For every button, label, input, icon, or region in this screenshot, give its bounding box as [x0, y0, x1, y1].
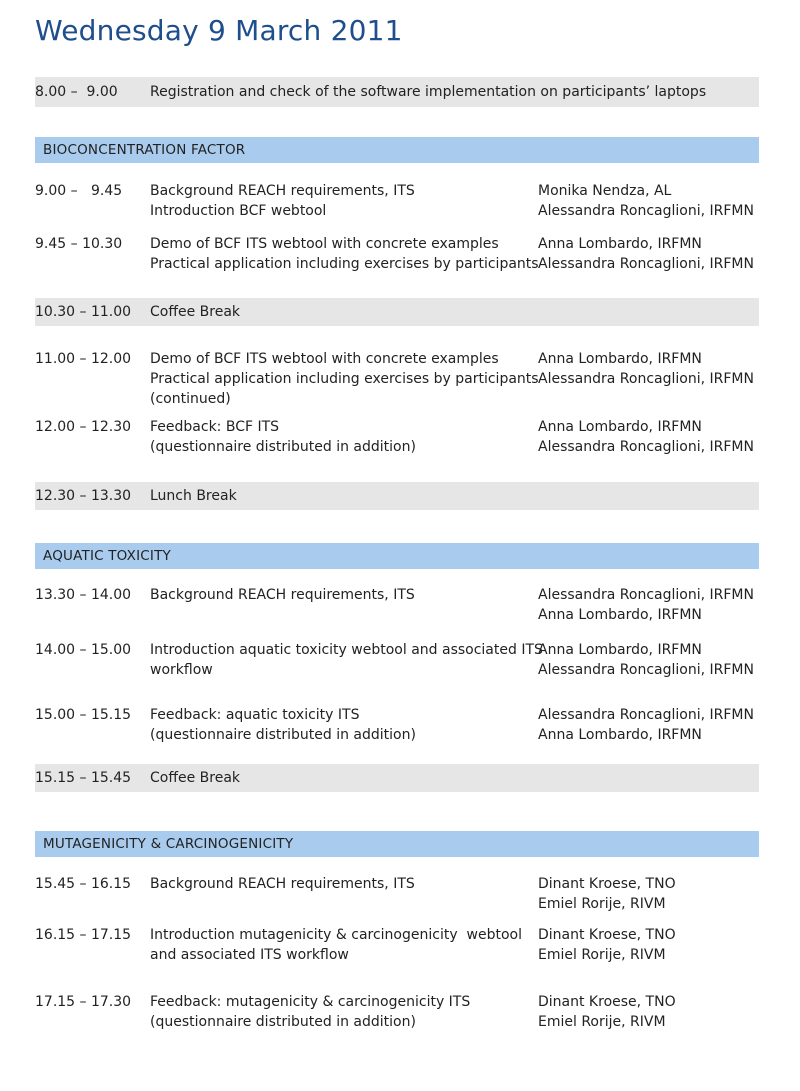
speaker: Dinant Kroese, TNO: [538, 927, 676, 943]
session-description: [150, 181, 530, 221]
session-speakers: [538, 181, 759, 221]
speaker: Dinant Kroese, TNO: [538, 876, 676, 892]
speaker: Emiel Rorije, RIVM: [538, 947, 666, 963]
session-speakers: [538, 234, 759, 274]
speaker: Dinant Kroese, TNO: [538, 994, 676, 1010]
break-row: [35, 482, 759, 510]
session-description: [150, 234, 539, 274]
desc-line: Feedback: aquatic toxicity ITS: [150, 707, 360, 723]
desc-line: Feedback: mutagenicity & carcinogenicity ITS: [150, 994, 471, 1010]
session-time: 8.00 – 9.00: [35, 84, 118, 100]
session-description: [150, 640, 543, 680]
desc-line: (questionnaire distributed in addition): [150, 439, 416, 455]
session-time: 14.00 – 15.00: [35, 642, 132, 658]
desc-line: (questionnaire distributed in addition): [150, 1014, 416, 1030]
desc-line: Introduction mutagenicity & carcinogenicity webtool: [150, 927, 522, 943]
desc-line: Background REACH requirements, ITS: [150, 183, 415, 199]
session-title: Coffee Break: [150, 770, 241, 786]
section-header-aquatic: [35, 543, 759, 569]
session-time: 11.00 – 12.00: [35, 351, 132, 367]
session-time: 16.15 – 17.15: [35, 927, 132, 943]
break-row: [35, 298, 759, 326]
session-speakers: [538, 585, 759, 625]
desc-line: workflow: [150, 662, 213, 678]
session-description: [150, 705, 530, 745]
session-title: Coffee Break: [150, 304, 241, 320]
session-time: 9.45 – 10.30: [35, 236, 123, 252]
speaker: Emiel Rorije, RIVM: [538, 1014, 666, 1030]
session-speakers: [538, 925, 759, 965]
session-speakers: [538, 874, 759, 914]
session-title: Lunch Break: [150, 488, 237, 504]
desc-line: Background REACH requirements, ITS: [150, 876, 415, 892]
session-time: 15.00 – 15.15: [35, 707, 132, 723]
speaker: Alessandra Roncaglioni, IRFMN: [538, 371, 754, 387]
session-time: 15.45 – 16.15: [35, 876, 132, 892]
speaker: Emiel Rorije, RIVM: [538, 896, 666, 912]
desc-line: Feedback: BCF ITS: [150, 419, 280, 435]
session-time: 13.30 – 14.00: [35, 587, 132, 603]
break-row: [35, 764, 759, 792]
desc-line: Background REACH requirements, ITS: [150, 587, 415, 603]
session-description: [150, 417, 530, 457]
speaker: Anna Lombardo, IRFMN: [538, 642, 702, 658]
session-description: [150, 585, 530, 605]
registration-row: [35, 77, 759, 107]
speaker: Alessandra Roncaglioni, IRFMN: [538, 439, 754, 455]
speaker: Anna Lombardo, IRFMN: [538, 607, 702, 623]
session-time: 12.30 – 13.30: [35, 488, 132, 504]
session-time: 15.15 – 15.45: [35, 770, 132, 786]
speaker: Anna Lombardo, IRFMN: [538, 727, 702, 743]
session-time: 9.00 – 9.45: [35, 183, 123, 199]
section-title: AQUATIC TOXICITY: [43, 548, 171, 564]
section-header-mutagenicity: [35, 831, 759, 857]
session-description: [150, 349, 539, 409]
session-description: [150, 992, 530, 1032]
desc-line: Demo of BCF ITS webtool with concrete examples: [150, 236, 499, 252]
speaker: Alessandra Roncaglioni, IRFMN: [538, 707, 754, 723]
session-time: 12.00 – 12.30: [35, 419, 132, 435]
page-title: Wednesday 9 March 2011: [35, 14, 403, 47]
desc-line: Practical application including exercises by participants: [150, 371, 539, 387]
desc-line: (continued): [150, 391, 231, 407]
desc-line: and associated ITS workflow: [150, 947, 349, 963]
speaker: Monika Nendza, AL: [538, 183, 672, 199]
section-header-bcf: [35, 137, 759, 163]
desc-line: Practical application including exercises by participants: [150, 256, 539, 272]
section-title: BIOCONCENTRATION FACTOR: [43, 142, 246, 158]
section-title: MUTAGENICITY & CARCINOGENICITY: [43, 836, 294, 852]
session-description: [150, 874, 530, 894]
speaker: Alessandra Roncaglioni, IRFMN: [538, 587, 754, 603]
speaker: Alessandra Roncaglioni, IRFMN: [538, 203, 754, 219]
speaker: Anna Lombardo, IRFMN: [538, 351, 702, 367]
session-speakers: [538, 349, 759, 389]
desc-line: (questionnaire distributed in addition): [150, 727, 416, 743]
speaker: Anna Lombardo, IRFMN: [538, 236, 702, 252]
session-time: 17.15 – 17.30: [35, 994, 132, 1010]
session-speakers: [538, 417, 759, 457]
desc-line: Introduction BCF webtool: [150, 203, 327, 219]
speaker: Alessandra Roncaglioni, IRFMN: [538, 662, 754, 678]
desc-line: Demo of BCF ITS webtool with concrete examples: [150, 351, 499, 367]
speaker: Anna Lombardo, IRFMN: [538, 419, 702, 435]
desc-line: Introduction aquatic toxicity webtool and associated ITS: [150, 642, 543, 658]
session-description: [150, 925, 530, 965]
session-speakers: [538, 640, 759, 680]
session-time: 10.30 – 11.00: [35, 304, 132, 320]
session-speakers: [538, 992, 759, 1032]
session-speakers: [538, 705, 759, 745]
session-title: Registration and check of the software implementation on participants’ laptops: [150, 84, 707, 100]
speaker: Alessandra Roncaglioni, IRFMN: [538, 256, 754, 272]
